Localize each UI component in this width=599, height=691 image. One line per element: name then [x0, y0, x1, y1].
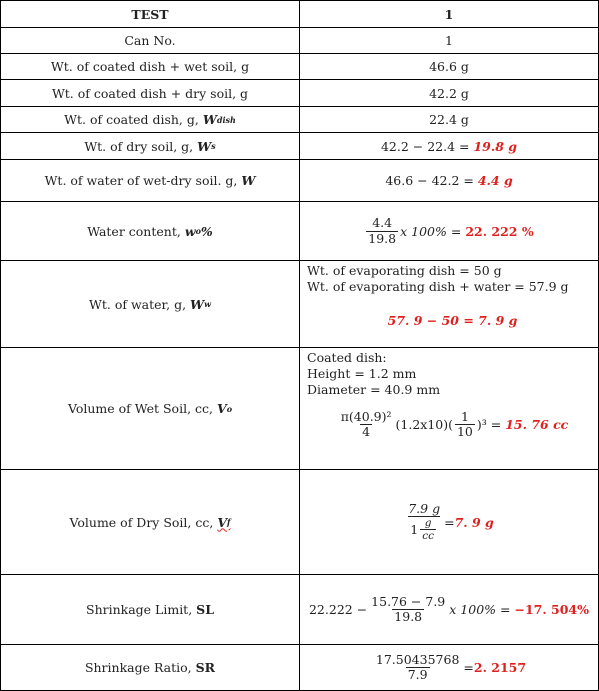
dish-dry-value: 42.2 g: [300, 80, 599, 106]
water-content-fraction: [366, 216, 398, 246]
water-content-subscript: o: [195, 226, 201, 236]
dish-wet-label: Wt. of coated dish + wet soil, g: [0, 54, 300, 79]
water-content-result: 22. 222 %: [465, 223, 534, 239]
table-row-dish: [0, 106, 599, 132]
volume-wet-value: [300, 348, 599, 469]
volume-dry-denominator: [408, 516, 440, 542]
shrinkage-ratio-denominator: 7.9: [407, 667, 428, 682]
water-wet-dry-symbol: W: [241, 173, 256, 188]
header-column-1: 1: [300, 1, 599, 27]
volume-wet-tail: )³ =: [476, 417, 502, 433]
water-wet-dry-label: [0, 160, 300, 201]
water-content-suffix: %: [200, 223, 213, 239]
header-test-label: TEST: [0, 1, 300, 27]
dry-soil-label-text: Wt. of dry soil, g,: [84, 138, 194, 154]
volume-dry-label-text: Volume of Dry Soil, cc,: [69, 514, 214, 530]
shrinkage-limit-numerator: 15.76 − 7.9: [371, 593, 446, 609]
volume-dry-numerator: 7.9 g: [408, 500, 441, 516]
volume-dry-result: 7. 9 g: [454, 514, 494, 530]
evaporating-dish-water-line: Wt. of evaporating dish + water = 57.9 g: [307, 279, 569, 294]
water-wet-dry-expression: 46.6 − 42.2 =: [385, 173, 474, 188]
shrinkage-ratio-expression: =: [463, 660, 474, 675]
volume-wet-fraction: [339, 410, 394, 440]
shrinkage-limit-prefix: 22.222 −: [308, 602, 368, 617]
table-row-dish-dry: [0, 79, 599, 106]
table-row-dry-soil: [0, 132, 599, 159]
table-row-shrinkage-ratio: [0, 644, 599, 691]
coated-dish-heading: Coated dish:: [307, 350, 387, 365]
table-row-shrinkage-limit: [0, 574, 599, 644]
water-content-denominator: 19.8: [368, 230, 397, 246]
volume-wet-numerator-2: 1: [460, 409, 469, 424]
water-weight-symbol: W: [190, 296, 205, 312]
water-content-expression: x 100% =: [400, 223, 462, 239]
shrinkage-limit-label: [0, 575, 300, 644]
water-wet-dry-value: [300, 160, 599, 201]
volume-wet-result: 15. 76 cc: [505, 417, 569, 433]
dry-soil-label: [0, 133, 300, 159]
shrinkage-ratio-result: 2. 2157: [473, 660, 527, 675]
volume-dry-value: [300, 470, 599, 574]
shrinkage-limit-symbol: SL: [196, 602, 214, 617]
table-row-water-weight: [0, 260, 599, 347]
volume-dry-subscript: f: [227, 517, 231, 527]
dish-value: 22.4 g: [300, 107, 599, 132]
volume-wet-numerator: π(40.9)²: [340, 409, 392, 424]
shrinkage-limit-fraction: [369, 595, 447, 625]
water-weight-label: [0, 261, 300, 347]
shrinkage-limit-denominator: 19.8: [394, 609, 423, 624]
shrinkage-limit-expression: x 100% =: [449, 602, 511, 617]
volume-dry-unit-num: g: [424, 517, 432, 530]
shrinkage-ratio-fraction: [374, 653, 462, 683]
dry-soil-expression: 42.2 − 22.4 =: [380, 138, 470, 154]
dry-soil-symbol: W: [197, 138, 212, 154]
dish-wet-value: 46.6 g: [300, 54, 599, 79]
volume-wet-formula: [307, 410, 598, 440]
volume-dry-unit-den: cc: [422, 530, 434, 543]
volume-wet-subscript: o: [226, 403, 233, 414]
water-content-label-text: Water content,: [87, 223, 181, 239]
dish-label-text: Wt. of coated dish, g,: [64, 112, 199, 127]
table-row-volume-wet: [0, 347, 599, 469]
water-weight-subscript: w: [204, 299, 211, 309]
shrinkage-limit-label-text: Shrinkage Limit,: [86, 602, 193, 617]
dry-soil-value: [300, 133, 599, 159]
volume-wet-denominator: 4: [362, 424, 371, 440]
shrinkage-limit-value: [300, 575, 599, 644]
volume-dry-fraction: [406, 502, 442, 543]
table-header-row: [0, 0, 599, 27]
volume-dry-symbol: V: [217, 514, 228, 530]
volume-wet-middle: (1.2x10)(: [395, 417, 453, 433]
water-wet-dry-result: 4.4 g: [477, 173, 513, 188]
table-row-water-wet-dry: [0, 159, 599, 201]
evaporating-dish-line: Wt. of evaporating dish = 50 g: [307, 263, 502, 278]
water-content-numerator: 4.4: [372, 215, 393, 231]
volume-dry-unit-fraction: [420, 517, 436, 542]
table-row-volume-dry: [0, 469, 599, 574]
shrinkage-ratio-label-text: Shrinkage Ratio,: [84, 660, 192, 675]
water-weight-result: 57. 9 − 50 = 7. 9 g: [387, 313, 518, 328]
shrinkage-ratio-symbol: SR: [195, 660, 216, 675]
shrinkage-ratio-value: [300, 645, 599, 690]
dry-soil-subscript: s: [211, 141, 216, 151]
dish-subscript: dish: [216, 114, 236, 125]
shrinkage-ratio-label: [0, 645, 300, 690]
dish-label: [0, 107, 300, 132]
water-wet-dry-label-text: Wt. of water of wet-dry soil. g,: [44, 173, 238, 188]
can-no-value: 1: [300, 28, 599, 53]
water-weight-label-text: Wt. of water, g,: [89, 296, 187, 312]
volume-dry-label: [0, 470, 300, 574]
volume-wet-symbol: V: [216, 401, 227, 416]
water-content-label: [0, 202, 300, 260]
volume-wet-label-text: Volume of Wet Soil, cc,: [67, 401, 213, 416]
shrinkage-ratio-numerator: 17.50435768: [375, 651, 460, 667]
water-weight-value: [300, 261, 599, 347]
volume-wet-label: [0, 348, 300, 469]
shrinkage-limit-result: −17. 504%: [514, 602, 590, 617]
water-content-symbol: w: [184, 223, 196, 239]
can-no-label: Can No.: [0, 28, 300, 53]
volume-dry-expression: =: [444, 514, 455, 530]
volume-wet-denominator-2: 10: [456, 424, 473, 440]
volume-dry-den-whole: 1: [410, 521, 419, 537]
dry-soil-result: 19.8 g: [473, 138, 518, 154]
height-line: Height = 1.2 mm: [307, 366, 417, 381]
water-content-value: [300, 202, 599, 260]
diameter-line: Diameter = 40.9 mm: [307, 382, 441, 397]
volume-wet-fraction-2: [455, 410, 475, 440]
dish-symbol: W: [202, 112, 217, 127]
table-row-can-no: [0, 27, 599, 53]
table-row-water-content: [0, 201, 599, 260]
dish-dry-label: Wt. of coated dish + dry soil, g: [0, 80, 300, 106]
table-row-dish-wet: [0, 53, 599, 79]
